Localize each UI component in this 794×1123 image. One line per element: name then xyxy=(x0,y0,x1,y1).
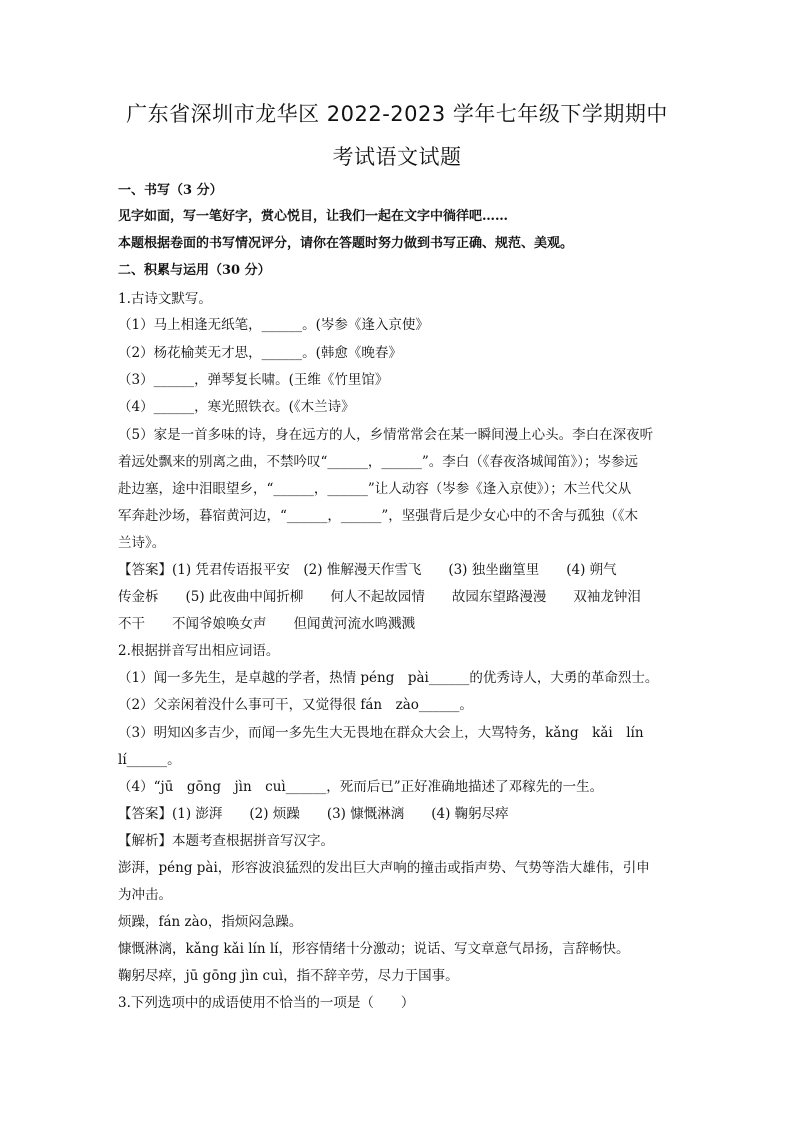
question-2-analysis-heading: 【解析】本题考查根据拼音写汉字。 xyxy=(118,833,334,849)
question-1-item-5-line: 着远处飘来的别离之曲，不禁吟叹“______，______”。李白（《春夜洛城闻笛》）；岑参远 xyxy=(118,454,639,470)
question-2-line: （1）闻一多先生，是卓越的学者，热情 péng pài______的优秀诗人，大勇的革命烈士。 xyxy=(118,670,659,686)
question-1-stem: 1.古诗文默写。 xyxy=(118,291,212,307)
question-2-answer: 【答案】(1) 澎湃 (2) 烦躁 (3) 慷慨淋漓 (4) 鞠躬尽瘁 xyxy=(118,806,509,822)
question-1-item-5-line: 兰诗》。 xyxy=(118,535,166,551)
question-2-line: lí______。 xyxy=(118,752,181,768)
question-2-line: （3）明知凶多吉少，而闻一多先生大无畏地在群众大会上，大骂特务，kǎng kǎi lín xyxy=(118,725,644,741)
section-1-instruction-2: 本题根据卷面的书写情况评分，请你在答题时努力做到书写正确、规范、美观。 xyxy=(118,236,574,251)
question-3-stem: 3.下列选项中的成语使用不恰当的一项是（ ） xyxy=(118,995,415,1011)
question-1-item-5-line: （5）家是一首多味的诗，身在远方的人，乡情常常会在某一瞬间漫上心头。李白在深夜听 xyxy=(118,427,654,443)
question-1-item: （2）杨花榆荚无才思，______。(韩愈《晚春》 xyxy=(118,345,402,361)
document-title-line-1: 广东省深圳市龙华区 2022-2023 学年七年级下学期期中 xyxy=(126,102,668,126)
question-2-line: （2）父亲闲着没什么事可干，又觉得很 fán zào______。 xyxy=(118,697,473,713)
question-1-answer-line: 不干 不闻爷娘唤女声 但闻黄河流水鸣溅溅 xyxy=(118,616,415,632)
section-2-heading: 二、积累与运用（30 分） xyxy=(118,263,271,278)
section-1-instruction-1: 见字如面，写一笔好字，赏心悦目，让我们一起在文字中徜徉吧…… xyxy=(118,209,509,224)
question-2-analysis-line: 澎湃，péng pài，形容波浪猛烈的发出巨大声响的撞击或指声势、气势等浩大雄伟，引申 xyxy=(118,860,650,876)
question-1-item: （1）马上相逢无纸笔，______。(岑参《逢入京使》 xyxy=(118,317,429,333)
question-1-item-5-line: 军奔赴沙场，暮宿黄河边，“______，______”，坚强背后是少女心中的不舍与孤独（《木 xyxy=(118,508,639,524)
question-2-analysis-line: 为冲击。 xyxy=(118,887,172,903)
question-1-answer-line: 传金柝 (5) 此夜曲中闻折柳 何人不起故园情 故园东望路漫漫 双袖龙钟泪 xyxy=(118,589,641,605)
question-2-analysis-line: 烦躁，fán zào，指烦闷急躁。 xyxy=(118,914,303,930)
question-1-item-5-line: 赴边塞，途中泪眼望乡，“______，______”让人动容（岑参《逢入京使》）；木兰代父从 xyxy=(118,481,632,497)
section-1-heading: 一、书写（3 分） xyxy=(118,183,223,198)
question-2-analysis-line: 鞠躬尽瘁，jū gōng jìn cuì，指不辞辛劳，尽力于国事。 xyxy=(118,968,459,984)
question-2-analysis-line: 慷慨淋漓，kǎng kǎi lín lí，形容情绪十分激动；说话、写文章意气昂扬，言辞畅快。 xyxy=(118,941,630,957)
question-2-stem: 2.根据拼音写出相应词语。 xyxy=(118,643,280,659)
question-2-line: （4）“jū gōng jìn cuì______，死而后已”正好准确地描述了邓稼先的一生。 xyxy=(118,779,604,795)
question-1-answer-line: 【答案】(1) 凭君传语报平安 (2) 惟解漫天作雪飞 (3) 独坐幽篁里 (4) 朔气 xyxy=(118,562,617,578)
question-1-item: （4）______，寒光照铁衣。(《木兰诗》 xyxy=(118,399,355,415)
document-title-line-2: 考试语文试题 xyxy=(332,145,462,169)
question-1-item: （3）______，弹琴复长啸。(王维《竹里馆》 xyxy=(118,372,389,388)
